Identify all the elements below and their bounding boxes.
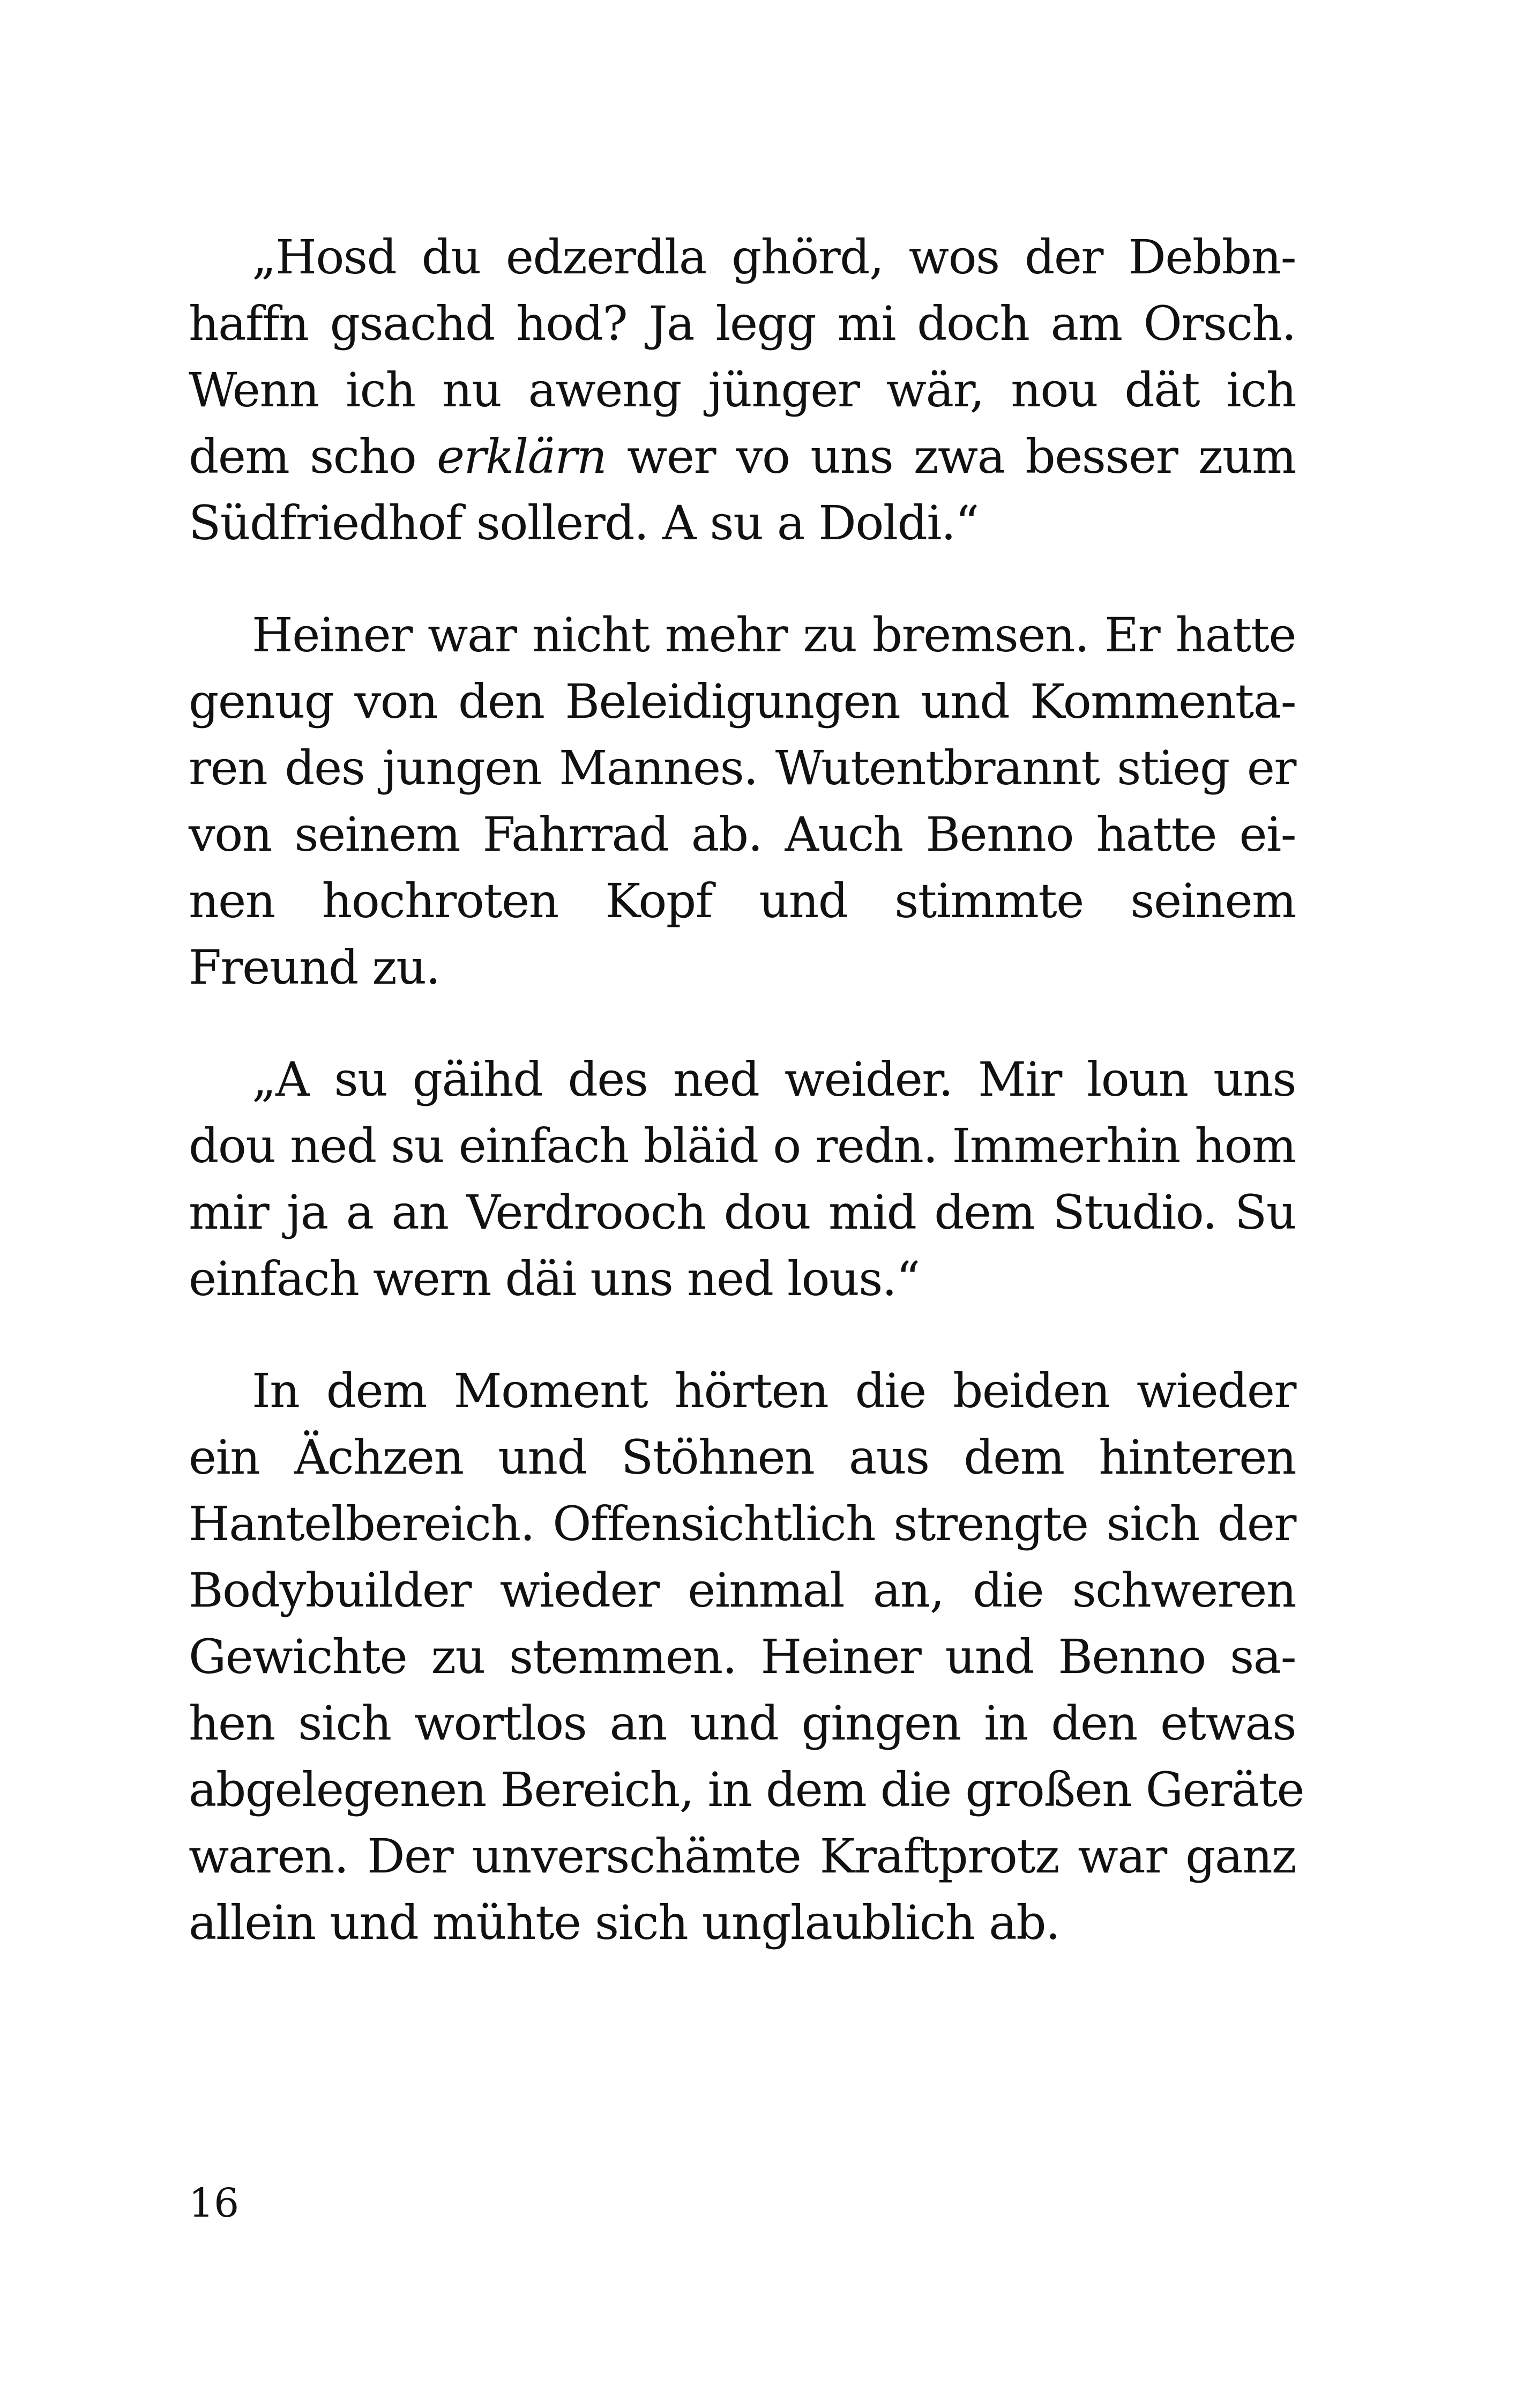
text-segment: waren. Der unverschämte Kraftprotz war ganz bbox=[189, 1829, 1296, 1884]
text-line bbox=[189, 1358, 1296, 1424]
text-segment: allein und mühte sich unglaublich ab. bbox=[189, 1895, 1060, 1950]
text-line bbox=[189, 1690, 1296, 1757]
paragraph bbox=[189, 224, 1296, 556]
text-line bbox=[189, 1046, 1296, 1113]
text-line bbox=[189, 868, 1296, 934]
text-line bbox=[189, 423, 1296, 490]
text-segment: genug von den Beleidigungen und Kommenta- bbox=[189, 674, 1296, 729]
paragraph bbox=[189, 1046, 1296, 1312]
text-line bbox=[189, 490, 1296, 556]
text-line bbox=[189, 1179, 1296, 1246]
text-segment: Hantelbereich. Offensichtlich strengte sich der bbox=[189, 1496, 1296, 1551]
text-line bbox=[189, 1424, 1296, 1491]
text-line bbox=[189, 1757, 1304, 1823]
text-segment: Gewichte zu stemmen. Heiner und Benno sa- bbox=[189, 1629, 1296, 1684]
text-segment: dem scho bbox=[189, 429, 437, 484]
paragraph bbox=[189, 602, 1296, 1001]
text-line bbox=[189, 1823, 1296, 1890]
text-segment: haffn gsachd hod? Ja legg mi doch am Orsch. bbox=[189, 296, 1296, 351]
text-line bbox=[189, 801, 1296, 868]
text-segment: wer vo uns zwa besser zum bbox=[606, 429, 1296, 484]
text-line bbox=[189, 1624, 1296, 1690]
text-segment: einfach wern däi uns ned lous.“ bbox=[189, 1251, 920, 1306]
text-segment: abgelegenen Bereich, in dem die großen Geräte bbox=[189, 1762, 1304, 1817]
text-segment: ein Ächzen und Stöhnen aus dem hinteren bbox=[189, 1430, 1296, 1485]
text-segment: „Hosd du edzerdla ghörd, wos der Debbn- bbox=[252, 229, 1296, 285]
text-segment: „A su gäihd des ned weider. Mir loun uns bbox=[252, 1052, 1296, 1107]
text-segment: Südfriedhof sollerd. A su a Doldi.“ bbox=[189, 495, 979, 551]
text-segment: mir ja a an Verdrooch dou mid dem Studio. Su bbox=[189, 1185, 1296, 1240]
text-segment: hen sich wortlos an und gingen in den etwas bbox=[189, 1696, 1296, 1751]
text-line bbox=[189, 1113, 1296, 1179]
italic-word: erklärn bbox=[436, 429, 607, 484]
text-line bbox=[189, 357, 1296, 423]
text-segment: von seinem Fahrrad ab. Auch Benno hatte ei- bbox=[189, 807, 1296, 862]
text-segment: Freund zu. bbox=[189, 940, 440, 995]
text-segment: Heiner war nicht mehr zu bremsen. Er hatte bbox=[252, 607, 1296, 663]
body-text bbox=[189, 224, 1304, 2002]
text-segment: In dem Moment hörten die beiden wieder bbox=[252, 1363, 1296, 1418]
text-segment: Bodybuilder wieder einmal an, die schweren bbox=[189, 1563, 1296, 1618]
text-line bbox=[189, 668, 1296, 735]
text-line bbox=[189, 1246, 1296, 1312]
text-line bbox=[189, 735, 1296, 801]
text-line bbox=[189, 1890, 1296, 1956]
text-segment: Wenn ich nu aweng jünger wär, nou dät ich bbox=[189, 362, 1296, 418]
text-line bbox=[189, 602, 1296, 668]
text-line bbox=[189, 1491, 1296, 1557]
text-line bbox=[189, 224, 1296, 291]
text-segment: nen hochroten Kopf und stimmte seinem bbox=[189, 873, 1296, 928]
text-line bbox=[189, 1557, 1296, 1624]
text-line bbox=[189, 291, 1296, 357]
text-segment: dou ned su einfach bläid o redn. Immerhin hom bbox=[189, 1118, 1296, 1173]
paragraph bbox=[189, 1358, 1304, 1956]
text-segment: ren des jungen Mannes. Wutentbrannt stieg er bbox=[189, 740, 1296, 796]
page-number: 16 bbox=[189, 2180, 240, 2226]
text-line bbox=[189, 934, 1296, 1001]
